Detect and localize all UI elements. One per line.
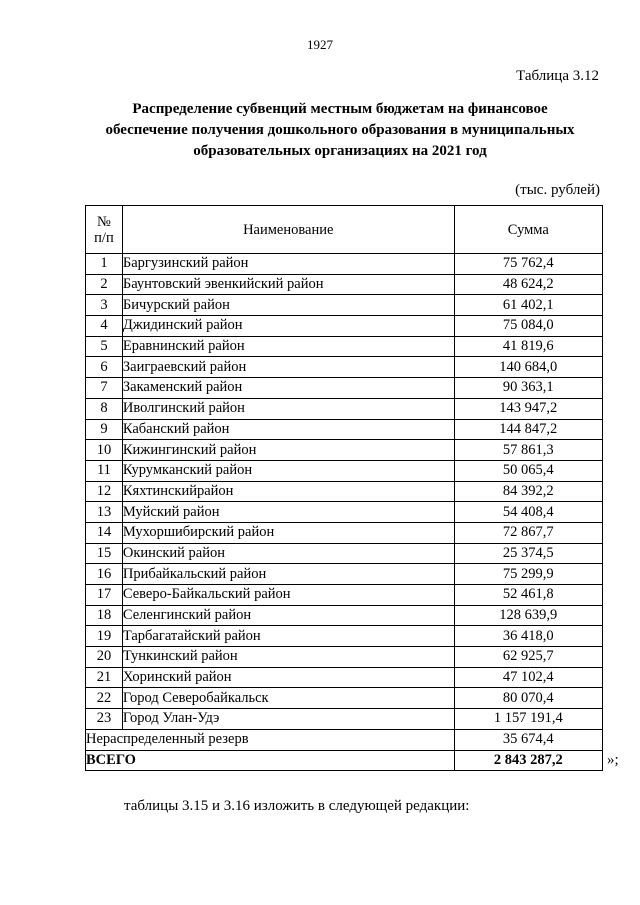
row-name: Еравнинский район [122,336,454,357]
row-sum: 90 363,1 [454,378,602,399]
row-num: 3 [86,295,123,316]
row-name: Джидинский район [122,316,454,337]
title-line: образовательных организациях на 2021 год [193,143,487,159]
row-sum: 54 408,4 [454,502,602,523]
table-header-row [86,206,603,254]
row-name: Кабанский район [122,419,454,440]
row-sum: 84 392,2 [454,481,602,502]
row-sum: 75 762,4 [454,254,602,275]
table-row [86,460,603,481]
footer-text: таблицы 3.15 и 3.16 изложить в следующей редакции: [124,798,470,814]
table-row [86,709,603,730]
table-row [86,254,603,275]
row-name: Бичурский район [122,295,454,316]
row-num: 1 [86,254,123,275]
row-name: Курумканский район [122,460,454,481]
row-num: 18 [86,605,123,626]
table-row [86,398,603,419]
row-num: 20 [86,647,123,668]
row-sum: 57 861,3 [454,440,602,461]
table-row [86,626,603,647]
row-name: Кяхтинскийрайон [122,481,454,502]
row-name: Кижингинский район [122,440,454,461]
table-row [86,316,603,337]
row-name: Мухоршибирский район [122,522,454,543]
table-row [86,378,603,399]
row-num: 10 [86,440,123,461]
row-name: Баунтовский эвенкийский район [122,274,454,295]
row-sum: 80 070,4 [454,688,602,709]
total-sum: 2 843 287,2 [454,750,602,771]
table-row [86,564,603,585]
row-num: 22 [86,688,123,709]
row-num: 14 [86,522,123,543]
row-num: 11 [86,460,123,481]
row-name: Хоринский район [122,667,454,688]
table-row [86,295,603,316]
row-sum: 140 684,0 [454,357,602,378]
title-line: обеспечение получения дошкольного образования в муниципальных [105,122,575,138]
row-num: 9 [86,419,123,440]
row-num: 17 [86,585,123,606]
row-num: 12 [86,481,123,502]
table-row [86,440,603,461]
row-sum: 47 102,4 [454,667,602,688]
row-num: 16 [86,564,123,585]
row-name: Иволгинский район [122,398,454,419]
row-sum: 72 867,7 [454,522,602,543]
row-sum: 61 402,1 [454,295,602,316]
reserve-sum: 35 674,4 [454,729,602,750]
row-sum: 143 947,2 [454,398,602,419]
table-row [86,605,603,626]
header-name: Наименование [122,206,454,254]
closing-quote: »; [607,752,619,768]
table-row [86,688,603,709]
row-num: 2 [86,274,123,295]
row-sum: 52 461,8 [454,585,602,606]
row-name: Окинский район [122,543,454,564]
row-name: Город Северобайкальск [122,688,454,709]
table-title [80,99,600,162]
row-sum: 50 065,4 [454,460,602,481]
units-label: (тыс. рублей) [515,182,600,198]
header-num [86,206,123,254]
row-num: 23 [86,709,123,730]
row-name: Город Улан-Удэ [122,709,454,730]
title-line: Распределение субвенций местным бюджетам на финансовое [132,101,548,117]
table-row [86,481,603,502]
row-num: 6 [86,357,123,378]
page-number: 1927 [307,37,333,52]
table-row [86,336,603,357]
row-name: Заиграевский район [122,357,454,378]
table-row [86,357,603,378]
row-name: Закаменский район [122,378,454,399]
row-num: 8 [86,398,123,419]
table-row [86,502,603,523]
row-sum: 144 847,2 [454,419,602,440]
row-num: 4 [86,316,123,337]
row-name: Муйский район [122,502,454,523]
header-num-line2: п/п [94,229,114,246]
header-sum: Сумма [454,206,602,254]
total-label: ВСЕГО [86,750,455,771]
header-num-line1: № [97,213,111,230]
reserve-label: Нераспределенный резерв [86,729,455,750]
row-num: 13 [86,502,123,523]
row-sum: 41 819,6 [454,336,602,357]
row-sum: 36 418,0 [454,626,602,647]
table-row [86,522,603,543]
row-sum: 1 157 191,4 [454,709,602,730]
row-name: Баргузинский район [122,254,454,275]
row-name: Селенгинский район [122,605,454,626]
row-sum: 48 624,2 [454,274,602,295]
row-name: Северо-Байкальский район [122,585,454,606]
row-num: 7 [86,378,123,399]
row-name: Прибайкальский район [122,564,454,585]
table-row [86,585,603,606]
reserve-row [86,729,603,750]
row-sum: 75 299,9 [454,564,602,585]
row-num: 15 [86,543,123,564]
table-body [86,254,603,771]
table-label: Таблица 3.12 [516,68,599,84]
subvention-table [85,205,603,771]
row-sum: 75 084,0 [454,316,602,337]
row-sum: 25 374,5 [454,543,602,564]
table-row [86,647,603,668]
total-row [86,750,603,771]
row-sum: 62 925,7 [454,647,602,668]
table-row [86,274,603,295]
row-name: Тарбагатайский район [122,626,454,647]
table-row [86,667,603,688]
row-num: 19 [86,626,123,647]
row-sum: 128 639,9 [454,605,602,626]
table-row [86,419,603,440]
row-num: 21 [86,667,123,688]
row-name: Тункинский район [122,647,454,668]
table-row [86,543,603,564]
row-num: 5 [86,336,123,357]
